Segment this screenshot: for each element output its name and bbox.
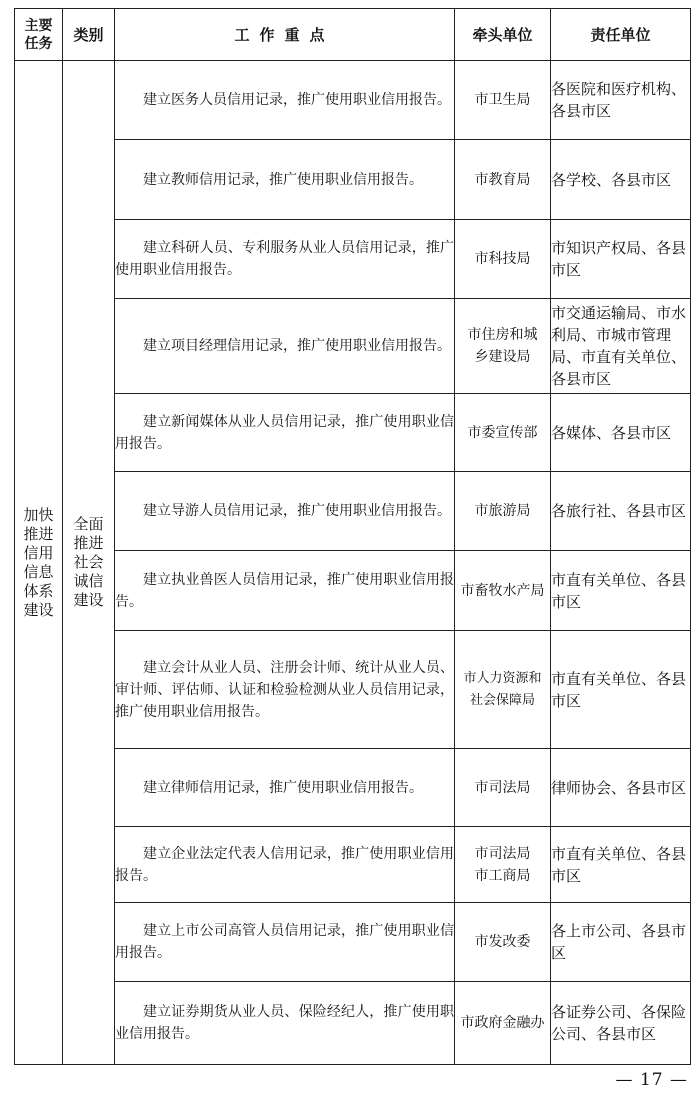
responsible-cell: 市直有关单位、各县市区 — [551, 551, 691, 631]
table-row — [15, 61, 691, 140]
table-row — [15, 982, 691, 1065]
lead-cell: 市政府金融办 — [455, 982, 551, 1065]
table-row — [15, 903, 691, 982]
lead-cell: 市畜牧水产局 — [455, 551, 551, 631]
table-row — [15, 394, 691, 472]
responsible-cell: 各旅行社、各县市区 — [551, 472, 691, 551]
work-cell: 建立项目经理信用记录，推广使用职业信用报告。 — [115, 299, 455, 394]
table-row — [15, 299, 691, 394]
task-cell: 加快推进信用信息体系建设 — [15, 61, 63, 1065]
work-cell: 建立律师信用记录，推广使用职业信用报告。 — [115, 749, 455, 827]
lead-cell: 市司法局 — [455, 749, 551, 827]
work-cell: 建立医务人员信用记录，推广使用职业信用报告。 — [115, 61, 455, 140]
lead-cell: 市科技局 — [455, 220, 551, 299]
header-work: 工作重点 — [115, 9, 455, 61]
table-row — [15, 827, 691, 903]
responsible-cell: 各医院和医疗机构、各县市区 — [551, 61, 691, 140]
work-cell: 建立执业兽医人员信用记录，推广使用职业信用报告。 — [115, 551, 455, 631]
work-cell: 建立企业法定代表人信用记录，推广使用职业信用报告。 — [115, 827, 455, 903]
header-lead: 牵头单位 — [455, 9, 551, 61]
lead-cell: 市委宣传部 — [455, 394, 551, 472]
responsible-cell: 市知识产权局、各县市区 — [551, 220, 691, 299]
responsible-cell: 各媒体、各县市区 — [551, 394, 691, 472]
page-number: — 17 — — [615, 1070, 688, 1090]
responsible-cell: 各证券公司、各保险公司、各县市区 — [551, 982, 691, 1065]
lead-cell: 市发改委 — [455, 903, 551, 982]
table-row — [15, 551, 691, 631]
header-task: 主要任务 — [15, 9, 63, 61]
table-row — [15, 631, 691, 749]
table-row — [15, 140, 691, 220]
work-cell: 建立会计从业人员、注册会计师、统计从业人员、审计师、评估师、认证和检验检测从业人员信用记录，推广使用职业信用报告。 — [115, 631, 455, 749]
responsible-cell: 各上市公司、各县市区 — [551, 903, 691, 982]
category-cell: 全面推进社会诚信建设 — [63, 61, 115, 1065]
work-cell: 建立教师信用记录，推广使用职业信用报告。 — [115, 140, 455, 220]
table-row — [15, 220, 691, 299]
work-cell: 建立上市公司高管人员信用记录，推广使用职业信用报告。 — [115, 903, 455, 982]
work-cell: 建立科研人员、专利服务从业人员信用记录，推广使用职业信用报告。 — [115, 220, 455, 299]
work-cell: 建立证券期货从业人员、保险经纪人，推广使用职业信用报告。 — [115, 982, 455, 1065]
responsible-cell: 各学校、各县市区 — [551, 140, 691, 220]
lead-cell: 市司法局 市工商局 — [455, 827, 551, 903]
work-cell: 建立导游人员信用记录，推广使用职业信用报告。 — [115, 472, 455, 551]
lead-cell: 市住房和城乡建设局 — [455, 299, 551, 394]
header-row — [15, 9, 691, 61]
lead-cell: 市教育局 — [455, 140, 551, 220]
lead-cell: 市人力资源和社会保障局 — [455, 631, 551, 749]
responsible-cell: 市直有关单位、各县市区 — [551, 827, 691, 903]
lead-cell: 市卫生局 — [455, 61, 551, 140]
responsible-cell: 市交通运输局、市水利局、市城市管理局、市直有关单位、各县市区 — [551, 299, 691, 394]
responsible-cell: 律师协会、各县市区 — [551, 749, 691, 827]
header-responsible: 责任单位 — [551, 9, 691, 61]
table-row — [15, 749, 691, 827]
lead-cell: 市旅游局 — [455, 472, 551, 551]
table-row — [15, 472, 691, 551]
work-cell: 建立新闻媒体从业人员信用记录，推广使用职业信用报告。 — [115, 394, 455, 472]
work-table — [14, 8, 691, 1065]
header-category: 类别 — [63, 9, 115, 61]
responsible-cell: 市直有关单位、各县市区 — [551, 631, 691, 749]
